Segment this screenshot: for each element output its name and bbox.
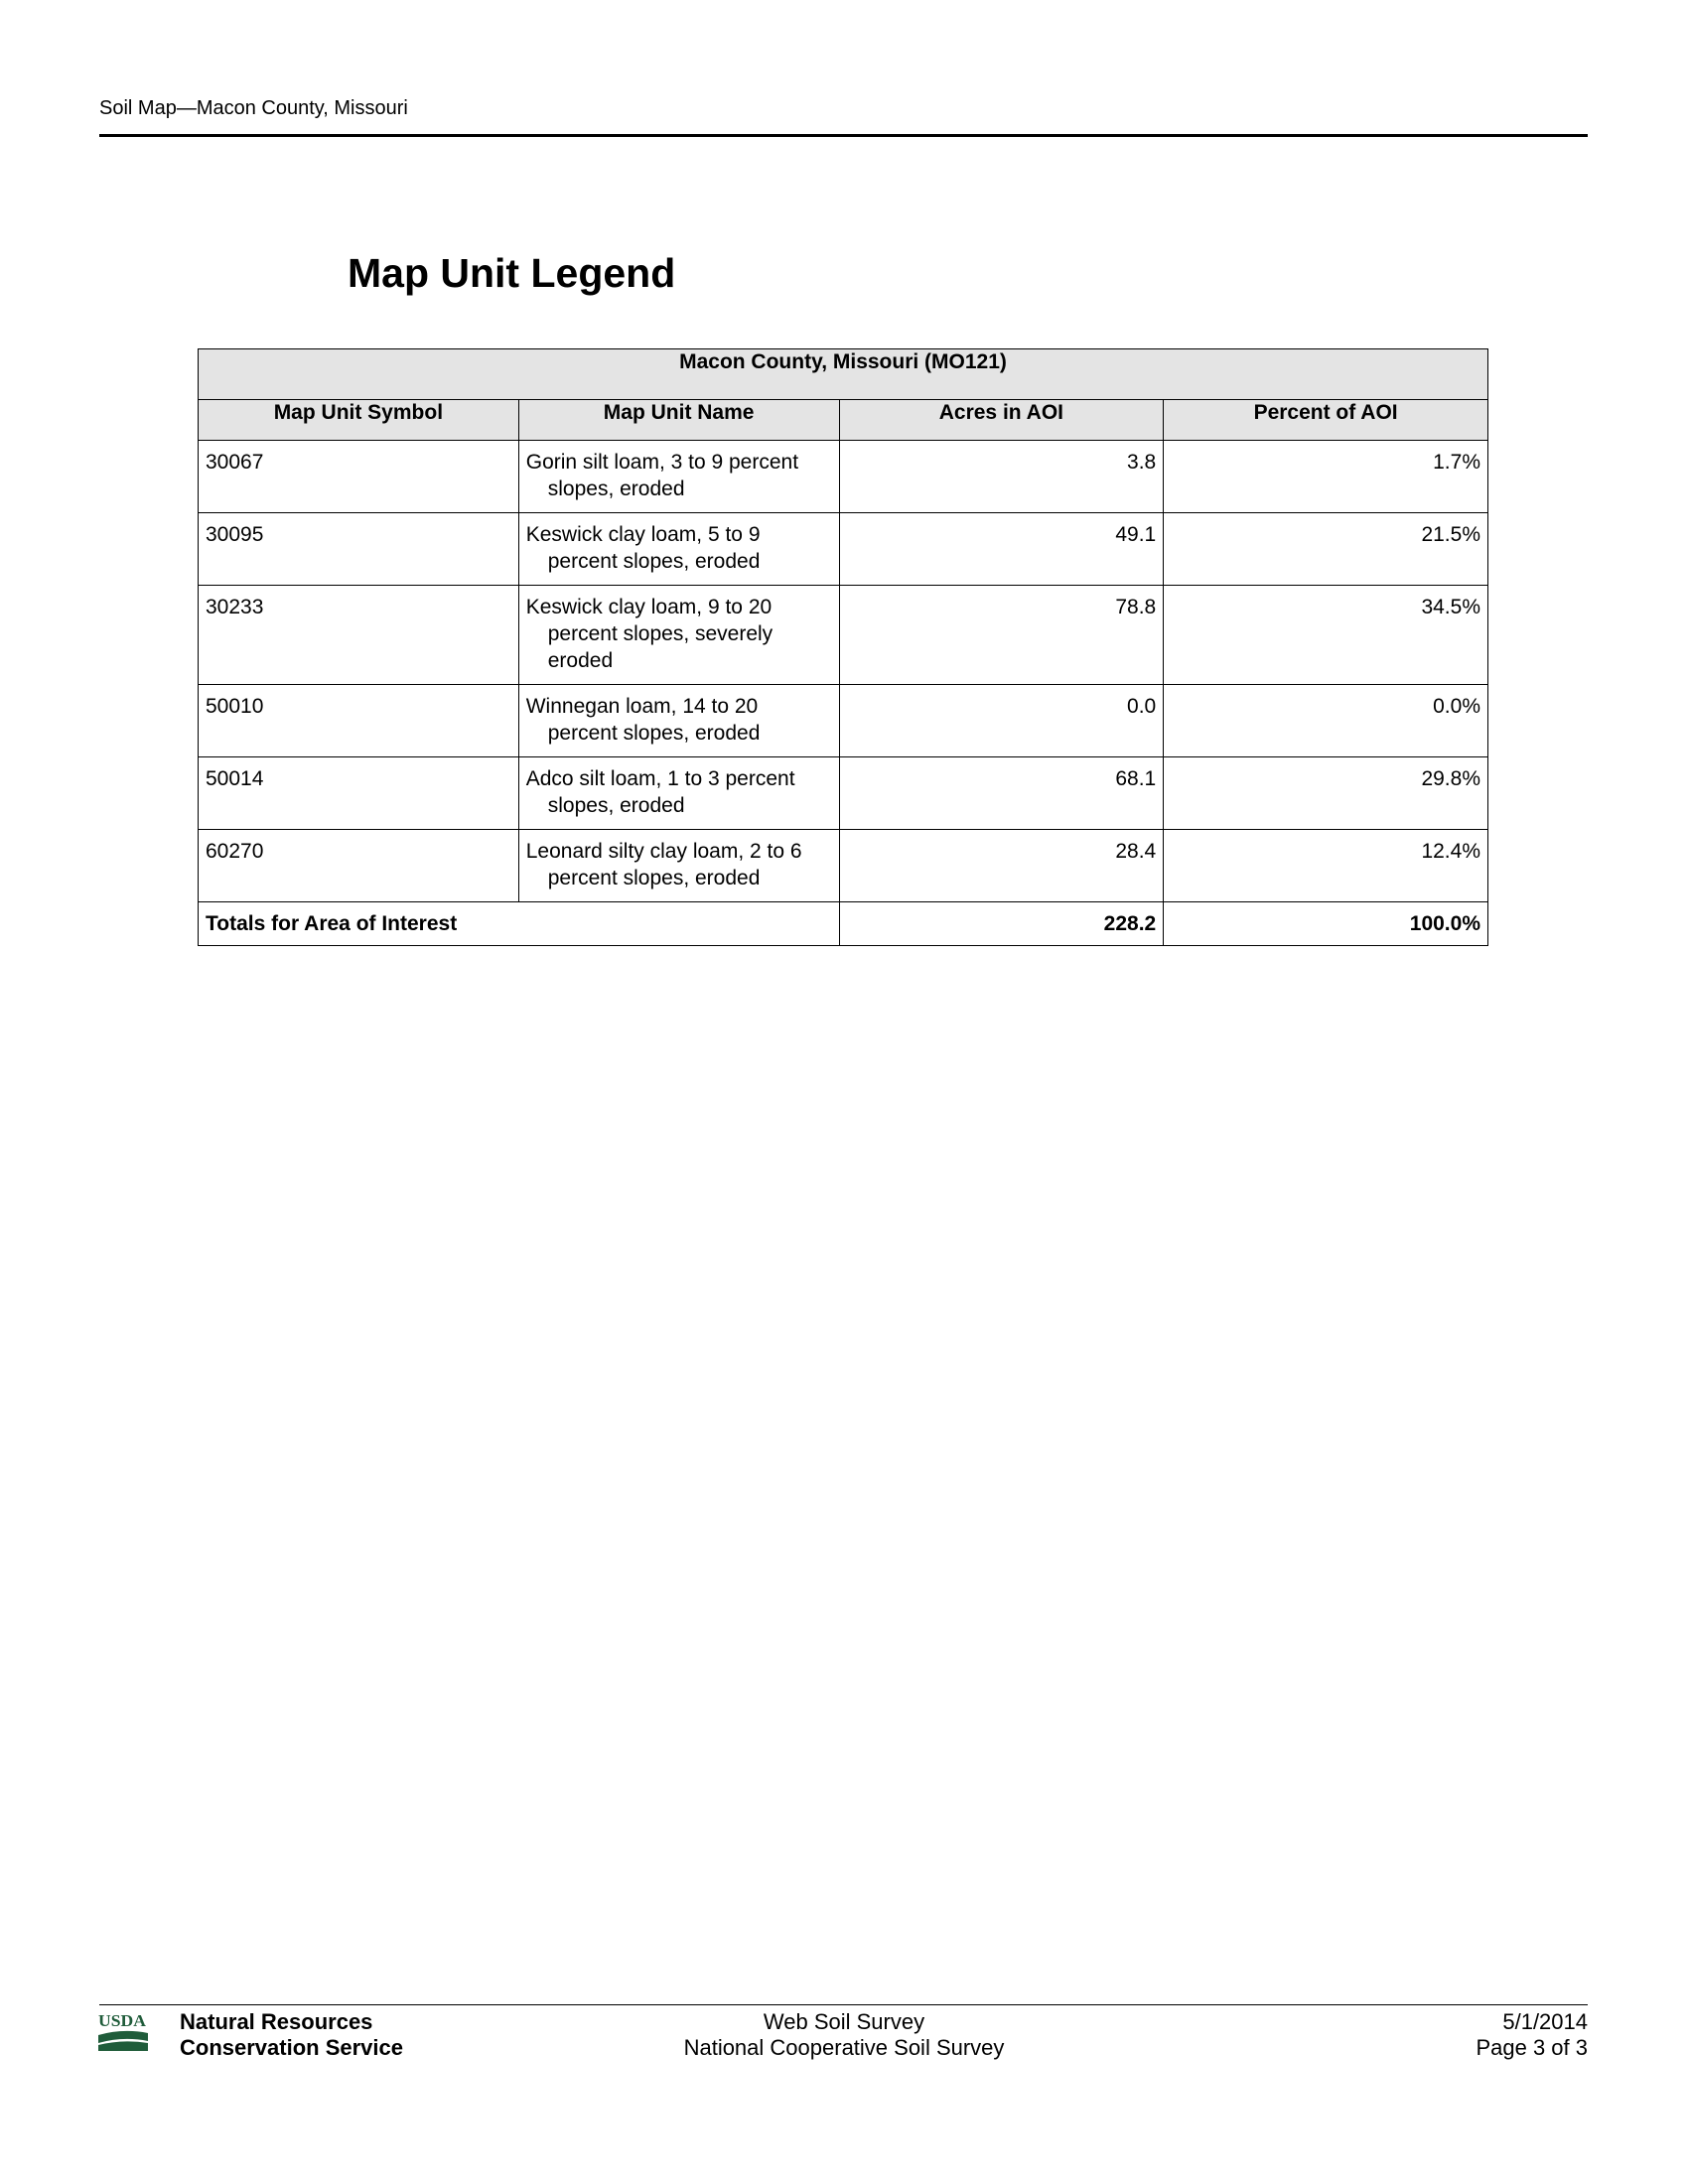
map-unit-name: Leonard silty clay loam, 2 to 6 percent slopes, eroded (525, 840, 802, 889)
page-header: Soil Map—Macon County, Missouri (99, 97, 1588, 137)
table-row (199, 441, 1488, 513)
map-unit-name-cell (518, 685, 839, 757)
percent-of-aoi: 34.5% (1164, 586, 1488, 685)
county-header-row (199, 349, 1488, 400)
usda-logo-hill-top (98, 2031, 148, 2043)
acres-in-aoi: 49.1 (839, 513, 1164, 586)
footer-agency (180, 2009, 403, 2061)
percent-of-aoi: 21.5% (1164, 513, 1488, 586)
map-unit-symbol: 50014 (199, 757, 519, 830)
footer-divider (99, 2004, 1588, 2005)
map-unit-name-cell (518, 830, 839, 902)
footer-agency-line1: Natural Resources (180, 2009, 373, 2034)
map-unit-name-cell (518, 586, 839, 685)
map-unit-name: Keswick clay loam, 9 to 20 percent slopes, severely eroded (525, 596, 774, 672)
acres-in-aoi: 78.8 (839, 586, 1164, 685)
column-header-name: Map Unit Name (518, 400, 839, 441)
footer-date: 5/1/2014 (1502, 2009, 1588, 2034)
totals-percent: 100.0% (1164, 902, 1488, 946)
totals-label: Totals for Area of Interest (199, 902, 840, 946)
footer-center (596, 2009, 1092, 2061)
table-row (199, 513, 1488, 586)
footer-center-line2: National Cooperative Soil Survey (683, 2035, 1005, 2060)
map-unit-name-cell (518, 513, 839, 586)
map-unit-name: Adco silt loam, 1 to 3 percent slopes, eroded (525, 767, 795, 817)
percent-of-aoi: 0.0% (1164, 685, 1488, 757)
map-unit-symbol: 60270 (199, 830, 519, 902)
table-row (199, 685, 1488, 757)
column-header-percent: Percent of AOI (1164, 400, 1488, 441)
map-unit-name: Keswick clay loam, 5 to 9 percent slopes, eroded (525, 523, 761, 573)
map-unit-name: Winnegan loam, 14 to 20 percent slopes, eroded (525, 695, 761, 745)
footer-right (1340, 2009, 1588, 2061)
percent-of-aoi: 29.8% (1164, 757, 1488, 830)
page-title: Map Unit Legend (348, 250, 676, 296)
table-row (199, 586, 1488, 685)
column-header-acres: Acres in AOI (839, 400, 1164, 441)
usda-logo-text: USDA (98, 2011, 147, 2030)
map-unit-name: Gorin silt loam, 3 to 9 percent slopes, eroded (525, 451, 799, 500)
map-unit-name-cell (518, 757, 839, 830)
map-unit-symbol: 30095 (199, 513, 519, 586)
map-unit-symbol: 50010 (199, 685, 519, 757)
map-unit-symbol: 30233 (199, 586, 519, 685)
acres-in-aoi: 28.4 (839, 830, 1164, 902)
acres-in-aoi: 3.8 (839, 441, 1164, 513)
acres-in-aoi: 0.0 (839, 685, 1164, 757)
county-header: Macon County, Missouri (MO121) (199, 349, 1488, 400)
percent-of-aoi: 12.4% (1164, 830, 1488, 902)
column-header-symbol: Map Unit Symbol (199, 400, 519, 441)
footer-page-number: Page 3 of 3 (1476, 2035, 1588, 2060)
percent-of-aoi: 1.7% (1164, 441, 1488, 513)
usda-logo-icon (98, 2011, 148, 2051)
usda-logo-hill-bottom (98, 2041, 148, 2051)
column-header-row (199, 400, 1488, 441)
footer-agency-line2: Conservation Service (180, 2035, 403, 2060)
totals-acres: 228.2 (839, 902, 1164, 946)
acres-in-aoi: 68.1 (839, 757, 1164, 830)
footer-center-line1: Web Soil Survey (763, 2009, 925, 2034)
table-row (199, 830, 1488, 902)
map-unit-symbol: 30067 (199, 441, 519, 513)
table-row (199, 757, 1488, 830)
map-unit-name-cell (518, 441, 839, 513)
map-unit-legend-table (198, 348, 1488, 946)
totals-row (199, 902, 1488, 946)
